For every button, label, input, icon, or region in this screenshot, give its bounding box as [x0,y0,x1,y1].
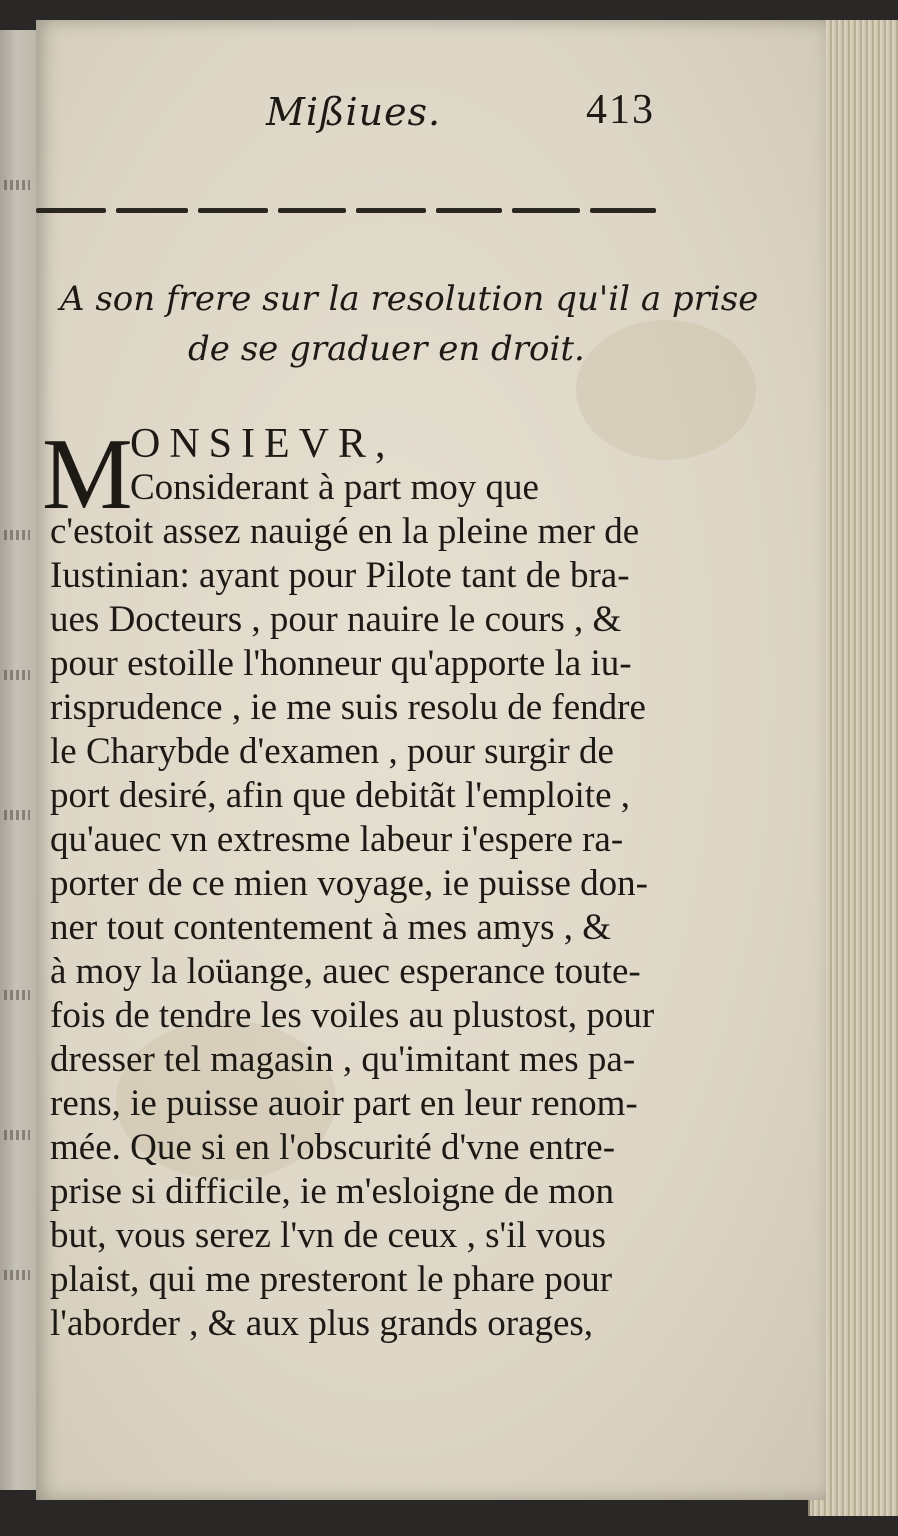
text-line: le Charybde d'examen , pour surgir de [50,731,614,772]
text-line: pour estoille l'honneur qu'apporte la iu- [50,643,632,684]
heading-line: A son frere sur la resolution qu'il a prise [60,279,759,319]
drop-cap: M [42,418,133,531]
text-line: Iustinian: ayant pour Pilote tant de bra- [50,555,630,596]
text-line: port desiré, afin que debitãt l'emploite , [50,775,630,816]
page-number: 413 [586,87,655,133]
text-line: qu'auec vn extresme labeur i'espere ra- [50,819,624,860]
text-line: l'aborder , & aux plus grands orages, [50,1303,594,1344]
facing-page-bleed [4,1130,30,1140]
facing-page-bleed [4,810,30,820]
text-line: fois de tendre les voiles au plustost, pour [50,995,655,1036]
paper-stain [576,320,756,460]
text-line: rens, ie puisse auoir part en leur renom- [50,1083,638,1124]
text-line: c'estoit assez nauigé en la pleine mer de [50,511,640,552]
text-line: prise si difficile, ie m'esloigne de mon [50,1171,614,1212]
facing-page-bleed [4,1270,30,1280]
text-line: ner tout contentement à mes amys , & [50,907,612,948]
facing-page-bleed [4,990,30,1000]
facing-page-bleed [4,670,30,680]
text-line: à moy la loüange, auec esperance toute- [50,951,641,992]
text-line: risprudence , ie me suis resolu de fendre [50,687,646,728]
text-line: dresser tel magasin , qu'imitant mes pa- [50,1039,636,1080]
text-line: but, vous serez l'vn de ceux , s'il vous [50,1215,606,1256]
running-title: Mißiues. [266,90,442,134]
running-header [36,82,826,152]
salutation: ONSIEVR, [130,421,395,467]
text-line: ues Docteurs , pour nauire le cours , & [50,599,622,640]
ornamental-rule [36,208,656,214]
facing-page-bleed [4,180,30,190]
facing-page-bleed [4,530,30,540]
text-line: mée. Que si en l'obscurité d'vne entre- [50,1127,616,1168]
heading-line: de se graduer en droit. [188,329,585,369]
page [36,20,826,1500]
text-line: porter de ce mien voyage, ie puisse don- [50,863,648,904]
text-line: Considerant à part moy que [130,467,539,508]
text-line: plaist, qui me presteront le phare pour [50,1259,613,1300]
